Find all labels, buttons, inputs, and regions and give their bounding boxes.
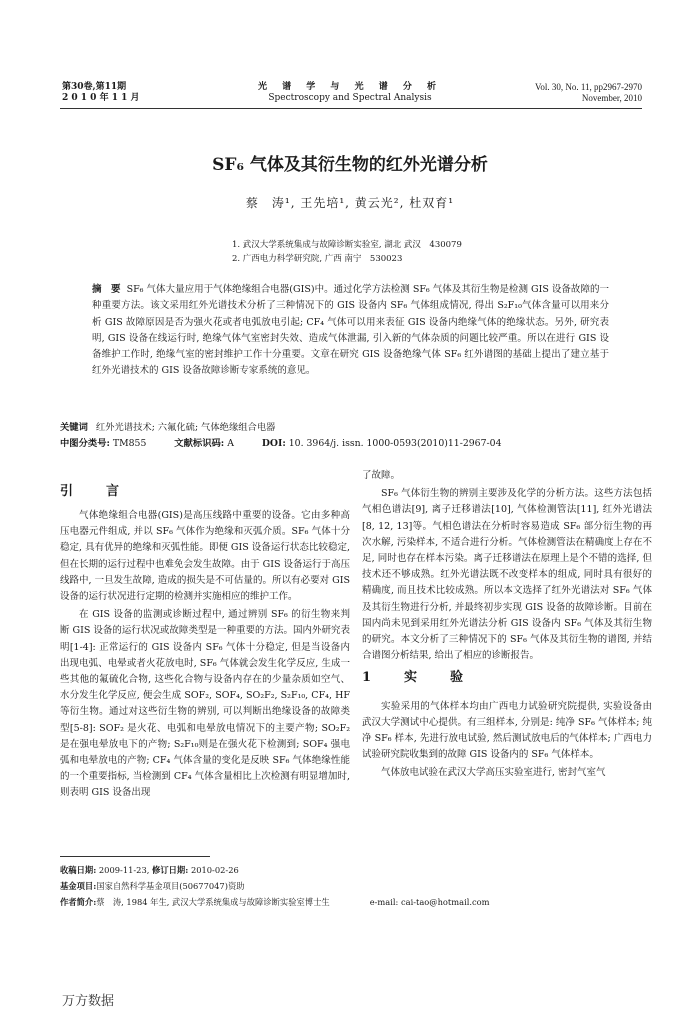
header-rule — [60, 108, 642, 109]
keywords-text: 红外光谱技术; 六氟化硫; 气体绝缘组合电器 — [95, 422, 276, 433]
footnote-author — [60, 894, 490, 910]
right-paragraph-2: SF₆ 气体衍生物的辨别主要涉及化学的分析方法。这些方法包括气相色谱法[9], 离子迁移谱法[10], 气体检测管法[11], 红外光谱法[8, 12, 13]等。气相色谱法在分析时容易造成 SF₆ 部分衍生物的再次水解, 污染样本, 不适合进行分析。气体检测管法在精确度上存在不足, 同时也存在样本污染。离子迁移谱法在原理上是个不错的选择, 但技术还不够成熟。红外光谱法既不改变样本的组成, 同时具有很好的精确度, 而且技术比较成熟。所以本文选择了红外光谱法对 SF₆ 气体及其衍生物进行分析, 并最终初步实现 GIS 设备的故障诊断。目前在国内尚未见到采用红外光谱法分析 GIS 设备内 SF₆ 气体及其衍生物的研究。本文分析了三种情况下的 SF₆ 气体及其衍生物的谱图, 并结合谱图分析结果, 给出了相应的诊断报告。 — [362, 488, 652, 662]
doi-value: 10. 3964/j. issn. 1000-0593(2010)11-2967-04 — [288, 438, 502, 449]
intro-paragraph-2: 在 GIS 设备的监测或诊断过程中, 通过辨别 SF₆ 的衍生物来判断 GIS 设备的运行状况或故障类型是一种重要的方法。国内外研究表明[1-4]: 正常运行的 GIS 设备内 SF₆ 气体十分稳定, 但是当设备内出现电弧、电晕或者火花放电时, SF₆ 气体就会发生化学反应, 生成一些其他的氟硫化合物, 这些化合物与设备内存在的少量杂质如空气、水分发生化学反应, 便会生成 SOF₂, SOF₄, SO₂F₂, S₂F₁₀, CF₄, HF 等衍生物。通过对这些衍生物的辨别, 可以判断出绝缘设备的故障类型[5-8]: SOF₂ 是火花、电弧和电晕放电情况下的主要产物; SO₂F₂ 是在强电晕放电下的产物; S₂F₁₀则是在强火花下检测到; SOF₄ 强电弧和电晕放电的产物; CF₄ 气体含量的变化是反映 SF₆ 气体绝缘性能的一个重要指标, 当检测到 CF₄ 气体含量相比上次检测有明显增加时, 则表明 GIS 设备出现 — [60, 609, 350, 799]
affiliation-2: 2. 广西电力科学研究院, 广西 南宁 530023 — [232, 254, 403, 264]
doc-code-label: 文献标识码: — [174, 438, 225, 449]
experiment-paragraph-2: 气体放电试验在武汉大学高压实验室进行, 密封气室气 — [381, 767, 606, 779]
author-list: 蔡 涛¹, 王先培¹, 黄云光², 杜双育¹ — [245, 196, 455, 210]
journal-name-en: Spectroscopy and Spectral Analysis — [268, 93, 432, 103]
keywords — [60, 420, 275, 435]
revised-label: 修订日期: — [152, 865, 189, 875]
doi-label: DOI: — [261, 438, 286, 449]
date-cn: 2 0 1 0 年 1 1 月 — [62, 93, 140, 103]
footnote-dates — [60, 862, 490, 878]
author-bio-label: 作者简介: — [60, 897, 97, 907]
header-right — [535, 82, 642, 104]
right-column — [362, 468, 652, 784]
journal-name-cn: 光 谱 学 与 光 谱 分 析 — [258, 82, 442, 92]
experiment-paragraph-1: 实验采用的气体样本均由广西电力试验研究院提供, 实验设备由武汉大学测试中心提供。有三组样本, 分别是: 纯净 SF₆ 气体样本; 纯净 SF₆ 样本, 先进行放电试验, 然后测试放电后的气体样本; 广西电力试验研究院收集到的故障 GIS 设备内的 SF₆ 气体样本。 — [362, 700, 652, 761]
section-heading-intro: 引 言 — [60, 484, 130, 499]
watermark: 万方数据 — [62, 994, 115, 1009]
paper-title: SF₆ 气体及其衍生物的红外光谱分析 — [212, 155, 488, 175]
clc-label: 中图分类号: — [60, 438, 110, 449]
intro-paragraph-1: 气体绝缘组合电器(GIS)是高压线路中重要的设备。它由多种高压电器元件组成, 并以 SF₆ 气体作为绝缘和灭弧介质。SF₆ 气体十分稳定, 具有优异的绝缘和灭弧性能。即便 GIS 设备运行状态比较稳定, 但在长期的运行过程中也难免会发生故障。由于 GIS 设备运行于高压线路中, 一旦发生故障, 造成的损失是不可估量的。所以有必要对 GIS 设备的运行状况进行定期的检测并实施相应的维护工作。 — [60, 510, 350, 603]
right-paragraph-1: 了故障。 — [362, 470, 401, 481]
author-bio: 蔡 涛, 1984 年生, 武汉大学系统集成与故障诊断实验室博士生 — [96, 897, 330, 907]
date-en: November, 2010 — [581, 93, 642, 103]
keywords-label: 关键词 — [60, 422, 88, 433]
fund-text: 国家自然科学基金项目(50677047)资助 — [96, 881, 245, 891]
clc-value: TM855 — [112, 438, 147, 449]
abstract-text: SF₆ 气体大量应用于气体绝缘组合电器(GIS)中。通过化学方法检测 SF₆ 气体及其衍生物是检测 GIS 设备故障的一种重要方法。该文采用红外光谱技术分析了三种情况下的 GIS 设备内 SF₆ 气体组成情况, 得出 S₂F₁₀气体含量可以用来分析 GIS 故障原因是否为强火花或者电弧放电引起; CF₄ 气体可以用来表征 GIS 设备内绝缘气体的绝缘状态。另外, 研究表明, GIS 设备在线运行时, 绝缘气体气室密封失效、造成气体泄漏, 引入新的气体杂质的问题比较严重。所以在进行 GIS 设备维护工作时, 绝缘气室的密封维护工作十分重要。文章在研究 GIS 设备绝缘气体 SF₆ 红外谱图的基础上提出了建立基于红外光谱技术的 GIS 设备故障诊断专家系统的意见。 — [92, 284, 609, 377]
footnote-fund — [60, 878, 490, 894]
received-label: 收稿日期: — [60, 865, 97, 875]
abstract — [92, 282, 609, 380]
affiliation-1: 1. 武汉大学系统集成与故障诊断实验室, 湖北 武汉 430079 — [232, 240, 462, 250]
received-date: 2009-11-23, — [98, 865, 150, 875]
footnotes — [60, 862, 490, 910]
author-email: e-mail: cai-tao@hotmail.com — [369, 897, 490, 907]
fund-label: 基金项目: — [60, 881, 97, 891]
section-heading-experiment: 1 实 验 — [362, 670, 474, 686]
footnote-rule — [60, 856, 210, 857]
volume-cn: 第30卷,第11期 — [62, 82, 127, 92]
abstract-label: 摘 要 — [92, 284, 121, 295]
classification-line — [60, 436, 501, 451]
affiliations — [232, 238, 462, 266]
left-column — [60, 508, 350, 804]
doc-code-value: A — [227, 438, 234, 449]
volume-en: Vol. 30, No. 11, pp2967-2970 — [534, 82, 642, 92]
revised-date: 2010-02-26 — [190, 865, 239, 875]
